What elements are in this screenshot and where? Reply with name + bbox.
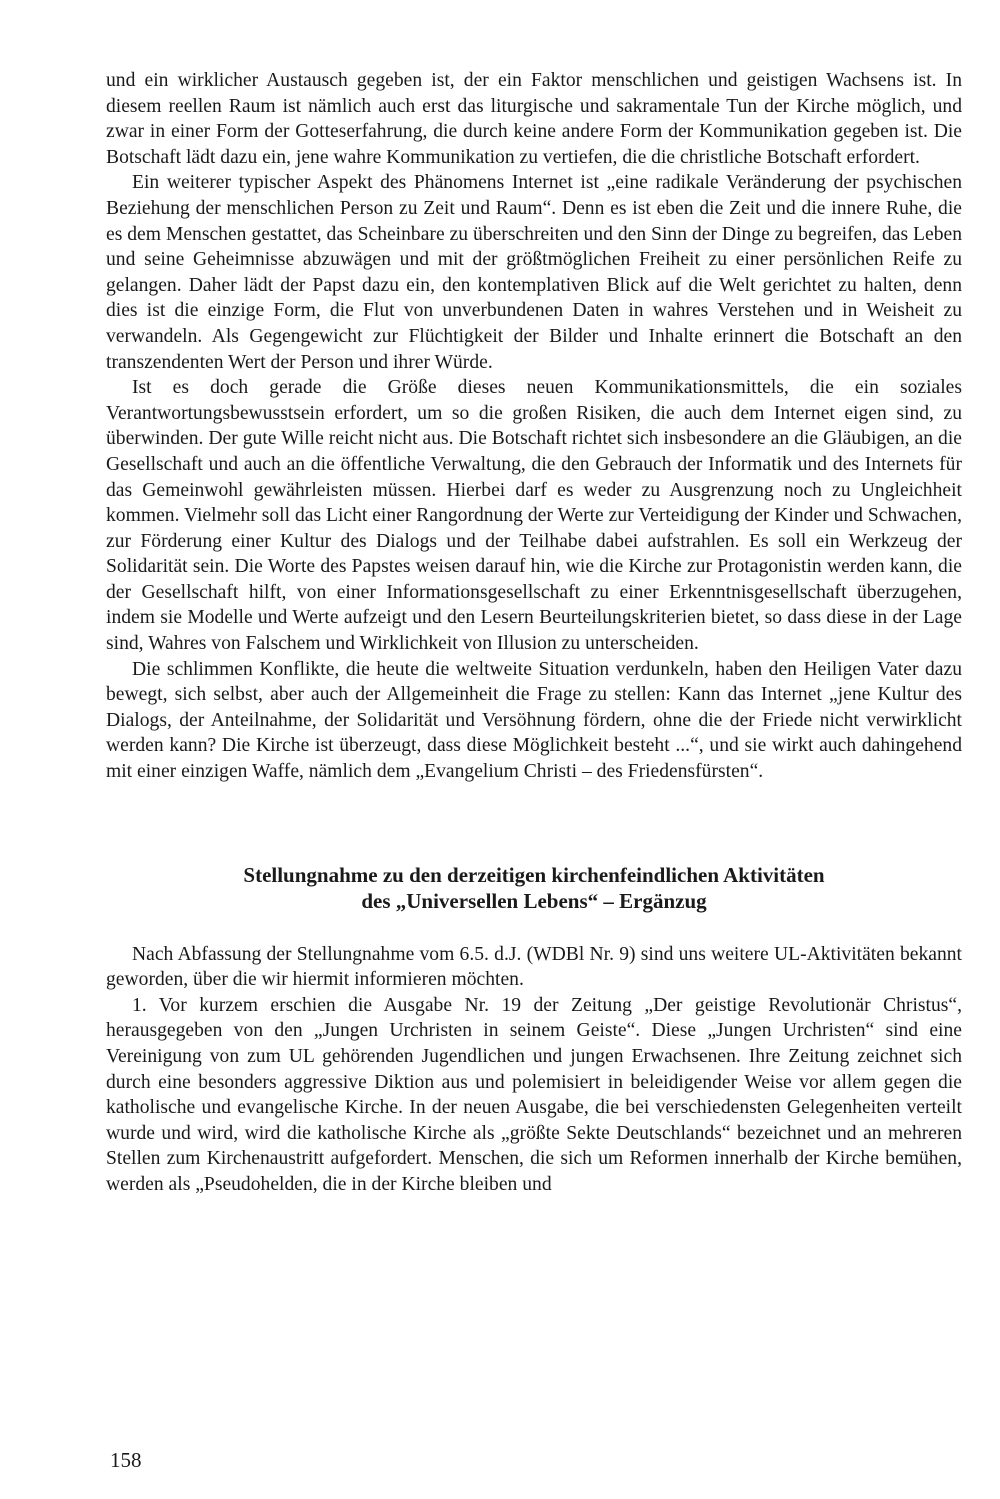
- paragraph-3: Ist es doch gerade die Größe dieses neuen Kommunikationsmittels, die ein soziales Verantwortungsbewusstsein erfordert, um so die großen Risiken, die auch dem Internet eigen sind, zu überwinden. Der gute Wille reicht nicht aus. Die Botschaft richtet sich insbesondere an die Gläubigen, an die Gesellschaft und auch an die öffentliche Verwaltung, die den Gebrauch der Informatik und des Internets für das Gemeinwohl gewährleisten müssen. Hierbei darf es weder zu Ausgrenzung noch zu Ungleichheit kommen. Vielmehr soll das Licht einer Rangordnung der Werte zur Verteidigung der Kinder und Schwachen, zur Förderung einer Kultur des Dialogs und der Teilhabe dabei aufstrahlen. Es soll ein Werkzeug der Solidarität sein. Die Worte des Papstes weisen darauf hin, wie die Kirche zur Protagonistin werden kann, die der Gesellschaft hilft, von einer Informationsgesellschaft zu einer Erkenntnisgesellschaft überzugehen, indem sie Modelle und Werte aufzeigt und den Lesern Beurteilungskriterien bietet, so dass diese in der Lage sind, Wahres von Falschem und Wirklichkeit von Illusion zu unterscheiden.: [106, 377, 962, 655]
- paragraph-2: Ein weiterer typischer Aspekt des Phänomens Internet ist „eine radikale Veränderung der psychischen Beziehung der menschlichen Person zu Zeit und Raum“. Denn es ist eben die Zeit und die innere Ruhe, die es dem Menschen gestattet, das Scheinbare zu überschreiten und den Sinn der Dinge zu begreifen, das Leben und seine Geheimnisse abzuwägen und mit der größtmöglichen Freiheit zu einer persönlichen Reife zu gelangen. Daher lädt der Papst dazu ein, den kontemplativen Blick auf die Welt gerichtet zu halten, denn dies ist die einzige Form, die Flut von unverbundenen Daten in wahres Verstehen und in Weisheit zu verwandeln. Als Gegengewicht zur Flüchtigkeit der Bilder und Inhalte erinnert die Botschaft an den transzendenten Wert der Person und ihrer Würde.: [106, 172, 962, 373]
- section-paragraph-2: 1. Vor kurzem erschien die Ausgabe Nr. 19 der Zeitung „Der geistige Revolutionär Christus“, herausgegeben von den „Jungen Urchristen in seinem Geiste“. Diese „Jungen Urchristen“ sind eine Vereinigung von zum UL gehörenden Jugendlichen und jungen Erwachsenen. Ihre Zeitung zeichnet sich durch eine besonders aggressive Diktion aus und polemisiert in beleidigender Weise vor allem gegen die katholische und evangelische Kirche. In der neuen Ausgabe, die bei verschiedensten Gelegenheiten verteilt wurde und wird, wird die katholische Kirche als „größte Sekte Deutschlands“ bezeichnet und an mehreren Stellen zum Kirchenaustritt aufgefordert. Menschen, die sich um Reformen innerhalb der Kirche bemühen, werden als „Pseudohelden, die in der Kirche bleiben und: [106, 994, 962, 1195]
- statement-section: [106, 862, 962, 1198]
- page-body: [106, 68, 962, 1198]
- page-number: 158: [110, 1448, 142, 1472]
- section-heading-line-1: Stellungnahme zu den derzeitigen kirchenfeindlichen Aktivitäten: [243, 862, 825, 887]
- section-paragraph-1: Nach Abfassung der Stellungnahme vom 6.5. d.J. (WDBl Nr. 9) sind uns weitere UL-Aktivitäten bekannt geworden, über die wir hiermit informieren möchten.: [106, 943, 962, 991]
- section-heading: [106, 862, 962, 914]
- section-heading-line-2: des „Universellen Lebens“ – Ergänzug: [361, 888, 707, 913]
- paragraph-1: und ein wirklicher Austausch gegeben ist, der ein Faktor menschlichen und geistigen Wachsens ist. In diesem reellen Raum ist nämlich auch erst das liturgische und sakramentale Tun der Kirche möglich, und zwar in einer Form der Gotteserfahrung, die durch keine andere Form der Kommunikation gegeben ist. Die Botschaft lädt dazu ein, jene wahre Kommunikation zu vertiefen, die die christliche Botschaft erfordert.: [106, 70, 962, 168]
- paragraph-4: Die schlimmen Konflikte, die heute die weltweite Situation verdunkeln, haben den Heiligen Vater dazu bewegt, sich selbst, aber auch der Allgemeinheit die Frage zu stellen: Kann das Internet „jene Kultur des Dialogs, der Anteilnahme, der Solidarität und Versöhnung fördern, ohne die der Friede nicht verwirklicht werden kann? Die Kirche ist überzeugt, dass diese Möglichkeit besteht ...“, und sie wirkt auch dahingehend mit einer einzigen Waffe, nämlich dem „Evangelium Christi – des Friedensfürsten“.: [106, 658, 962, 783]
